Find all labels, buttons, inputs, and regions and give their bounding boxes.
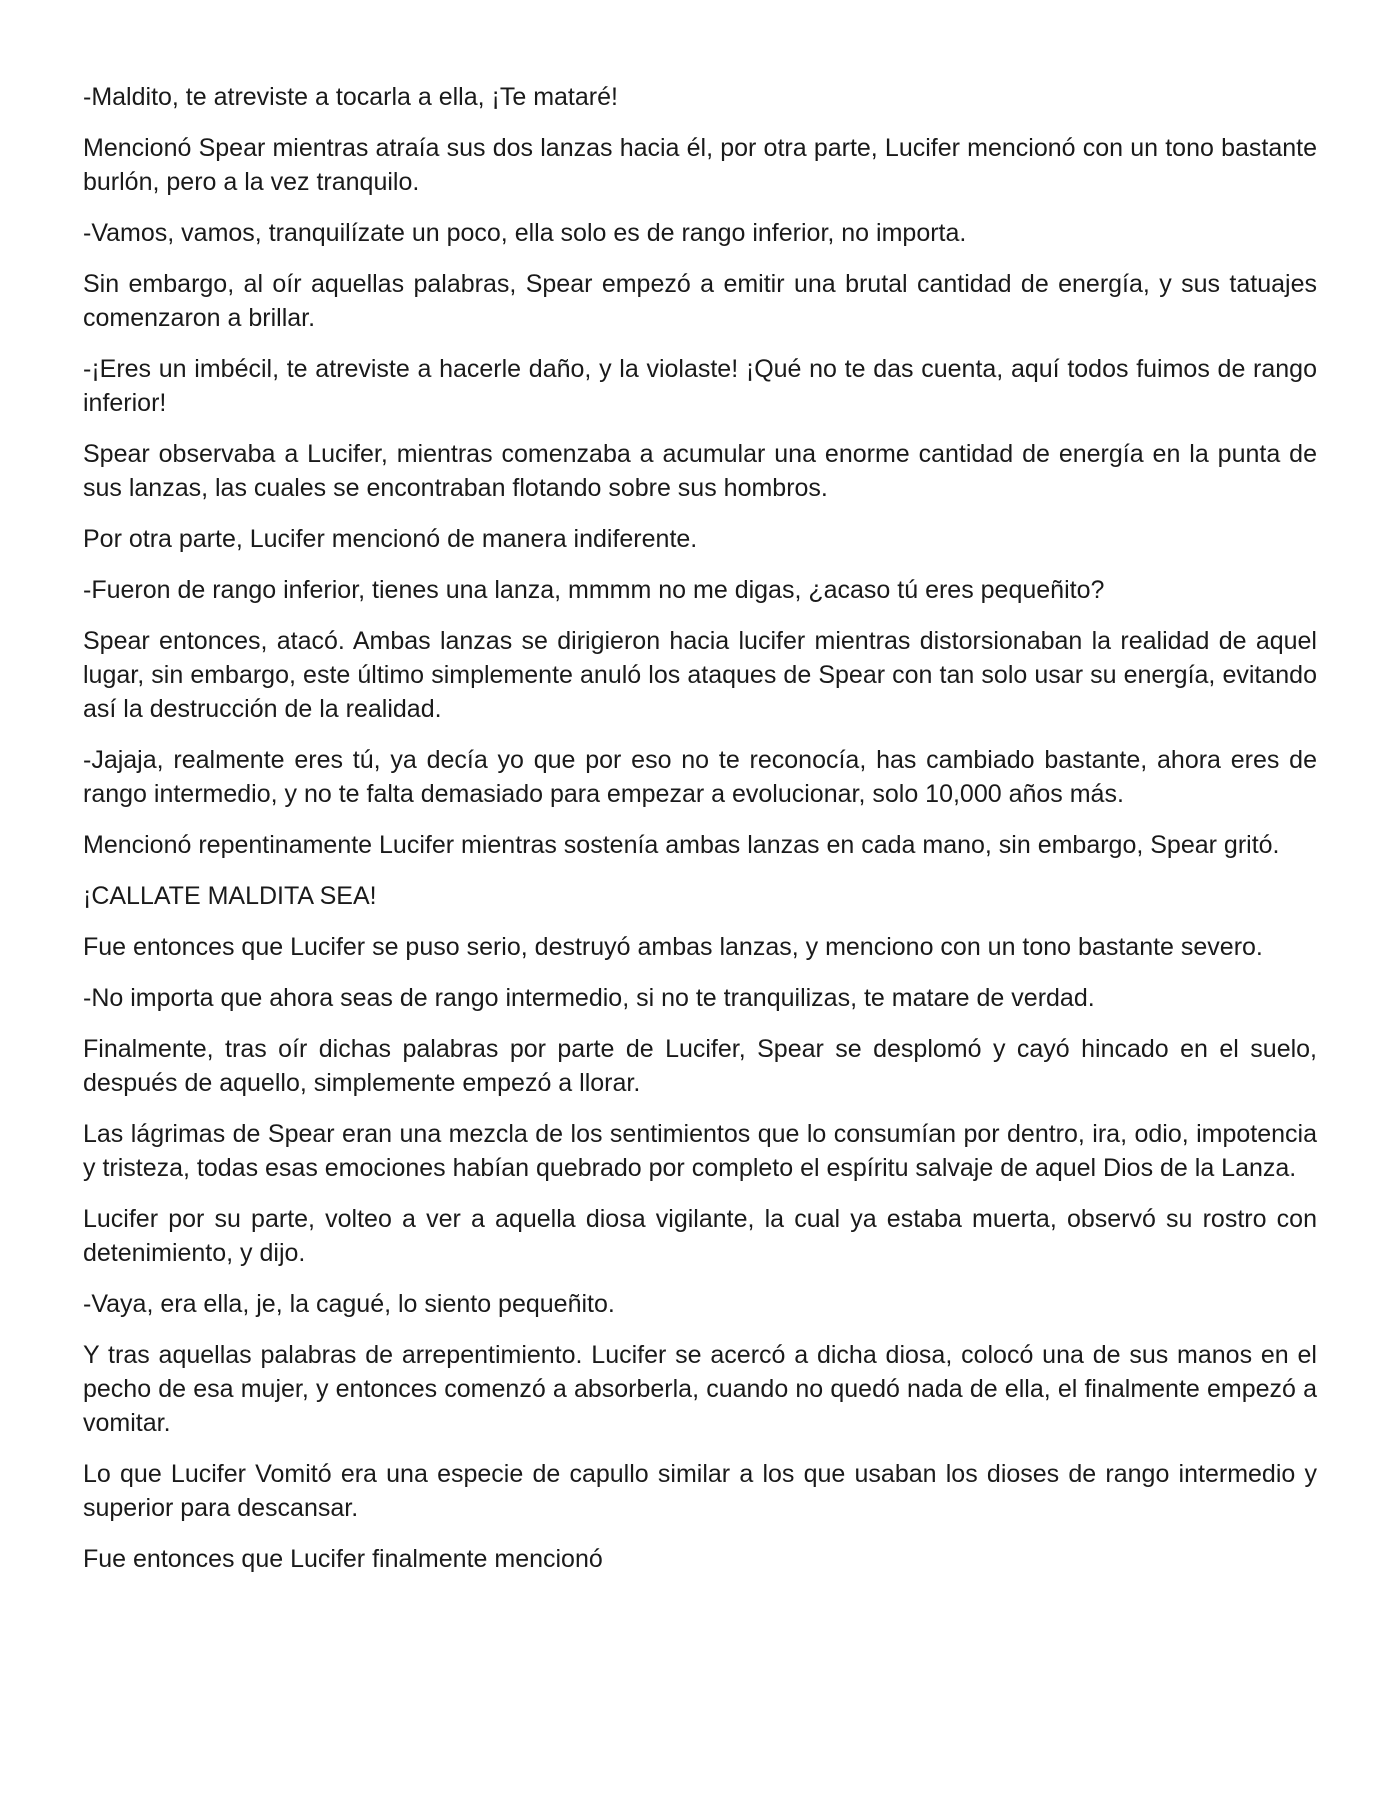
paragraph: Spear observaba a Lucifer, mientras comenzaba a acumular una enorme cantidad de energía en la punta de sus lanzas, las cuales se encontraban flotando sobre sus hombros. <box>83 440 1317 502</box>
paragraph: Mencionó Spear mientras atraía sus dos lanzas hacia él, por otra parte, Lucifer mencionó con un tono bastante burlón, pero a la vez tranquilo. <box>83 134 1317 196</box>
paragraph: Sin embargo, al oír aquellas palabras, Spear empezó a emitir una brutal cantidad de energía, y sus tatuajes comenzaron a brillar. <box>83 270 1317 332</box>
paragraph: Fue entonces que Lucifer finalmente mencionó <box>83 1545 603 1573</box>
paragraph: Mencionó repentinamente Lucifer mientras sostenía ambas lanzas en cada mano, sin embargo, Spear gritó. <box>83 831 1280 859</box>
paragraph: -Fueron de rango inferior, tienes una lanza, mmmm no me digas, ¿acaso tú eres pequeñito? <box>83 576 1105 604</box>
paragraph: -Jajaja, realmente eres tú, ya decía yo que por eso no te reconocía, has cambiado bastante, ahora eres de rango intermedio, y no te falta demasiado para empezar a evolucionar, solo 10,000 años más. <box>83 746 1317 808</box>
paragraph: ¡CALLATE MALDITA SEA! <box>83 882 377 910</box>
document-page <box>83 80 1317 1593</box>
paragraph: -Vaya, era ella, je, la cagué, lo siento pequeñito. <box>83 1290 615 1318</box>
paragraph: Lo que Lucifer Vomitó era una especie de capullo similar a los que usaban los dioses de rango intermedio y superior para descansar. <box>83 1460 1317 1522</box>
paragraph: -No importa que ahora seas de rango intermedio, si no te tranquilizas, te matare de verdad. <box>83 984 1095 1012</box>
paragraph: Por otra parte, Lucifer mencionó de manera indiferente. <box>83 525 698 553</box>
paragraph: -Maldito, te atreviste a tocarla a ella, ¡Te mataré! <box>83 83 618 111</box>
paragraph: Y tras aquellas palabras de arrepentimiento. Lucifer se acercó a dicha diosa, colocó una de sus manos en el pecho de esa mujer, y entonces comenzó a absorberla, cuando no quedó nada de ella, el finalmente empezó a vomitar. <box>83 1341 1317 1437</box>
paragraph: -¡Eres un imbécil, te atreviste a hacerle daño, y la violaste! ¡Qué no te das cuenta, aquí todos fuimos de rango inferior! <box>83 355 1317 417</box>
paragraph: Finalmente, tras oír dichas palabras por parte de Lucifer, Spear se desplomó y cayó hincado en el suelo, después de aquello, simplemente empezó a llorar. <box>83 1035 1317 1097</box>
paragraph: -Vamos, vamos, tranquilízate un poco, ella solo es de rango inferior, no importa. <box>83 219 967 247</box>
paragraph: Lucifer por su parte, volteo a ver a aquella diosa vigilante, la cual ya estaba muerta, observó su rostro con detenimiento, y dijo. <box>83 1205 1317 1267</box>
paragraph: Fue entonces que Lucifer se puso serio, destruyó ambas lanzas, y menciono con un tono bastante severo. <box>83 933 1263 961</box>
paragraph: Spear entonces, atacó. Ambas lanzas se dirigieron hacia lucifer mientras distorsionaban la realidad de aquel lugar, sin embargo, este último simplemente anuló los ataques de Spear con tan solo usar su energía, evitando así la destrucción de la realidad. <box>83 627 1317 723</box>
paragraph: Las lágrimas de Spear eran una mezcla de los sentimientos que lo consumían por dentro, ira, odio, impotencia y tristeza, todas esas emociones habían quebrado por completo el espíritu salvaje de aquel Dios de la Lanza. <box>83 1120 1317 1182</box>
